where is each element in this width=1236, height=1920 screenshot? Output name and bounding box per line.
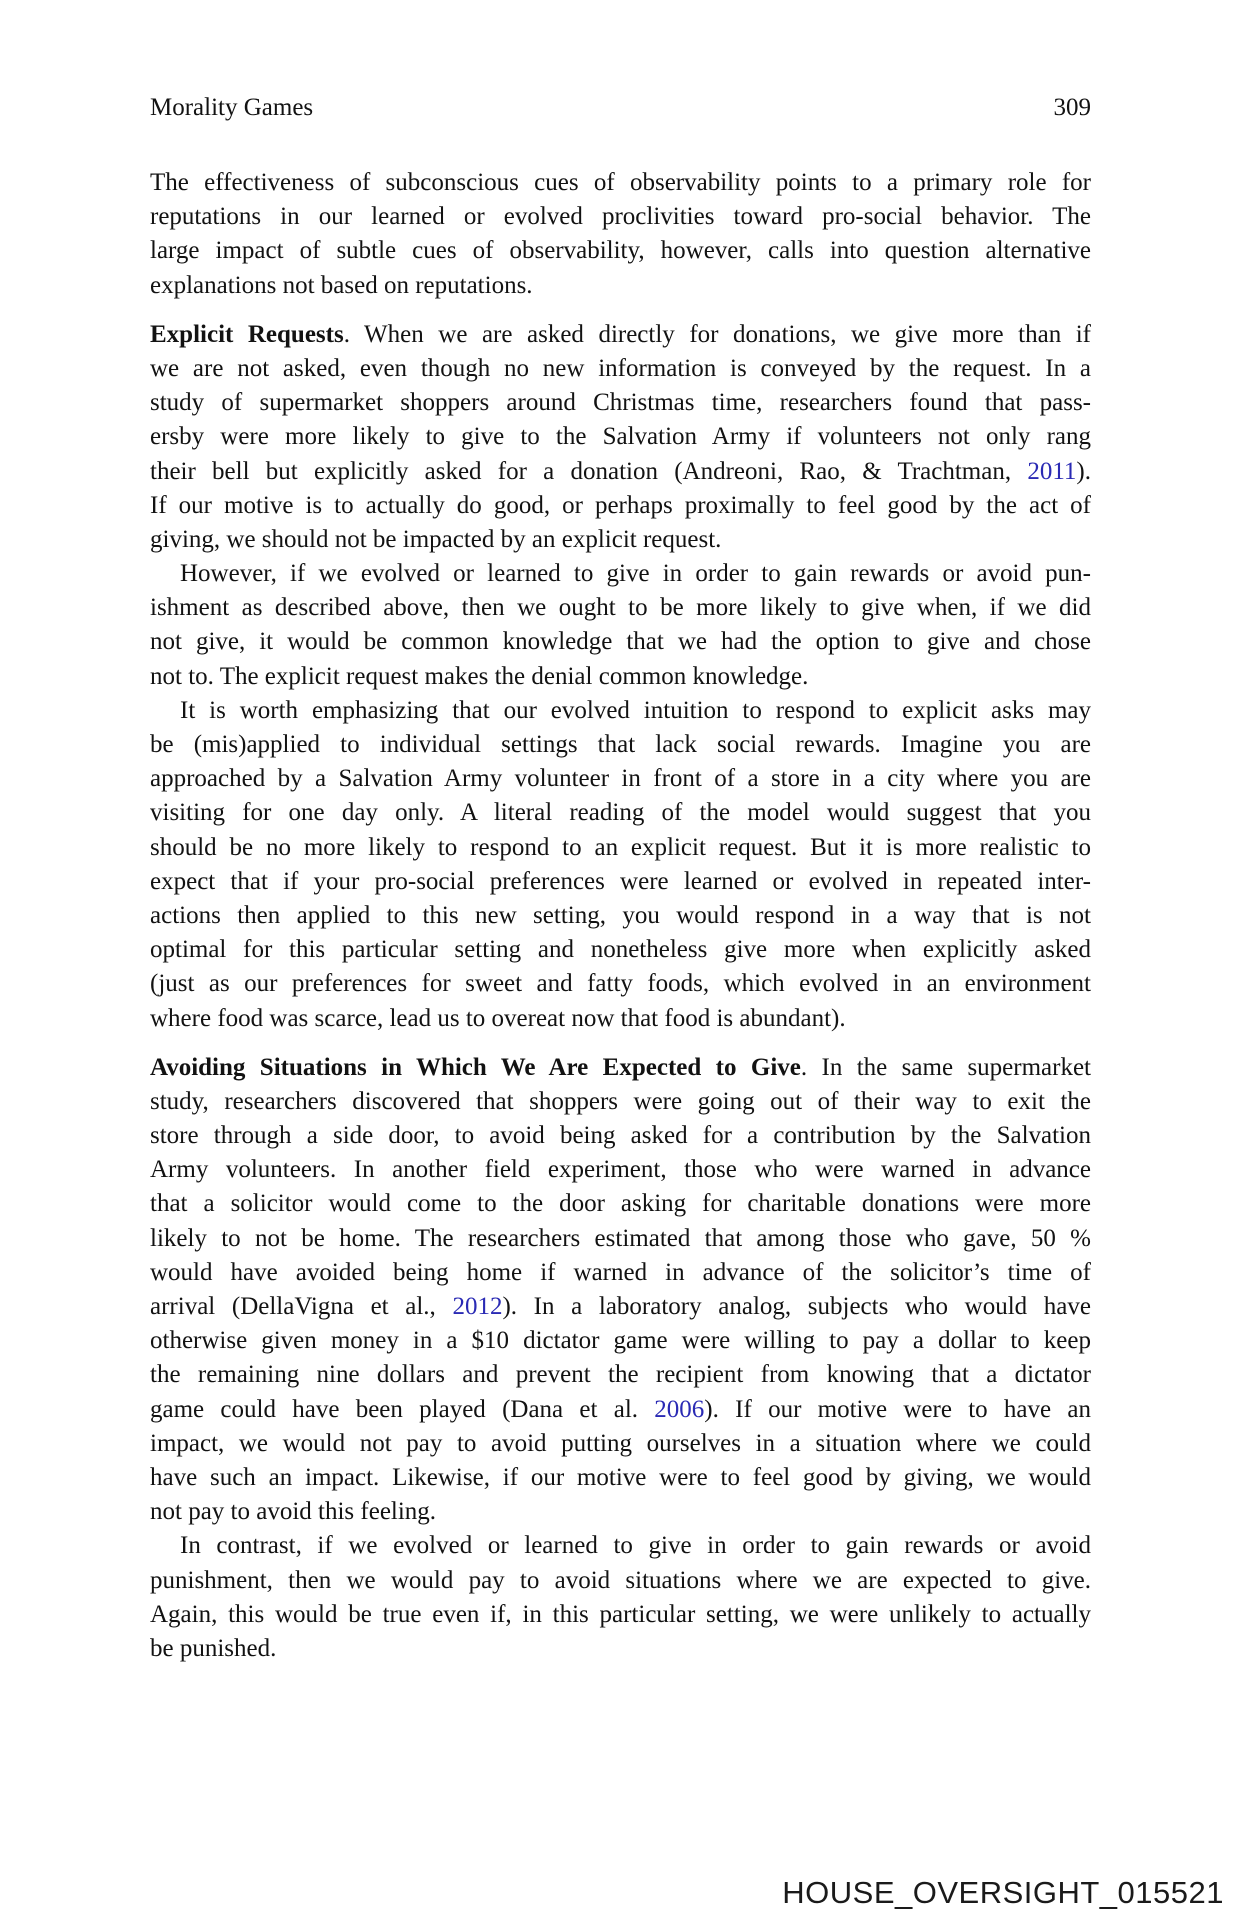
text-line	[150, 899, 1091, 933]
text-segment: we are not asked, even though no new information is conveyed by the request. In a	[150, 354, 1091, 382]
citation-link[interactable]: 2011	[1027, 457, 1077, 485]
text-segment: visiting for one day only. A literal reading of the model would suggest that you	[150, 799, 1091, 827]
text-line	[150, 352, 1091, 386]
text-line	[150, 831, 1091, 865]
text-line	[150, 1051, 1091, 1085]
paragraph	[150, 318, 1091, 557]
text-segment: should be no more likely to respond to an explicit request. But it is more realistic to	[150, 833, 1091, 861]
text-segment: otherwise given money in a $10 dictator game were willing to pay a dollar to keep	[150, 1327, 1091, 1355]
text-segment: explanations not based on reputations.	[150, 271, 533, 299]
text-line	[150, 865, 1091, 899]
text-segment: Again, this would be true even if, in this particular setting, we were unlikely to actually	[150, 1600, 1091, 1628]
text-line	[150, 1256, 1091, 1290]
text-segment: approached by a Salvation Army volunteer in front of a store in a city where you are	[150, 765, 1091, 793]
text-line	[150, 1598, 1091, 1632]
text-segment: not to. The explicit request makes the denial common knowledge.	[150, 662, 809, 690]
paragraph	[150, 1051, 1091, 1530]
text-line	[150, 318, 1091, 352]
text-line	[150, 1564, 1091, 1598]
paragraph	[150, 166, 1091, 303]
run-in-heading: Explicit Requests	[150, 320, 344, 348]
text-line	[150, 1002, 1091, 1036]
text-segment: not give, it would be common knowledge that we had the option to give and chose	[150, 628, 1091, 656]
citation-link[interactable]: 2006	[654, 1395, 705, 1423]
text-segment: In contrast, if we evolved or learned to give in order to gain rewards or avoid	[180, 1532, 1091, 1560]
text-segment: punishment, then we would pay to avoid situations where we are expected to give.	[150, 1566, 1091, 1594]
text-line	[150, 1290, 1091, 1324]
text-segment: impact, we would not pay to avoid putting ourselves in a situation where we could	[150, 1429, 1091, 1457]
text-segment: ). In a laboratory analog, subjects who would have	[502, 1293, 1091, 1320]
text-line	[150, 660, 1091, 694]
text-line	[150, 1461, 1091, 1495]
text-column	[150, 166, 1091, 1666]
text-segment: ).	[1076, 457, 1091, 485]
text-segment: If our motive is to actually do good, or perhaps proximally to feel good by the act of	[150, 491, 1091, 519]
text-segment: Army volunteers. In another field experiment, those who were warned in advance	[150, 1156, 1091, 1184]
text-line	[150, 933, 1091, 967]
text-line	[150, 1495, 1091, 1529]
text-segment: ersby were more likely to give to the Salvation Army if volunteers not only rang	[150, 423, 1091, 451]
text-segment: likely to not be home. The researchers estimated that among those who gave, 50 %	[150, 1224, 1091, 1252]
text-line	[150, 386, 1091, 420]
text-line	[150, 234, 1091, 268]
text-line	[150, 728, 1091, 762]
text-segment: reputations in our learned or evolved proclivities toward pro-social behavior. The	[150, 203, 1091, 231]
text-line	[150, 269, 1091, 303]
text-segment: the remaining nine dollars and prevent the recipient from knowing that a dictator	[150, 1361, 1091, 1389]
text-segment: arrival (DellaVigna et al.,	[150, 1293, 453, 1320]
text-line	[150, 1427, 1091, 1461]
text-line	[150, 200, 1091, 234]
run-in-heading: Avoiding Situations in Which We Are Expected to Give	[150, 1053, 801, 1081]
text-line	[150, 1187, 1091, 1221]
text-segment: study of supermarket shoppers around Christmas time, researchers found that pass-	[150, 389, 1091, 417]
text-segment: ). If our motive were to have an	[704, 1395, 1091, 1423]
text-segment: (just as our preferences for sweet and fatty foods, which evolved in an environment	[150, 970, 1091, 998]
text-line	[150, 591, 1091, 625]
text-segment: game could have been played (Dana et al.	[150, 1395, 655, 1423]
text-segment: optimal for this particular setting and nonetheless give more when explicitly asked	[150, 936, 1091, 964]
text-segment: where food was scarce, lead us to overeat now that food is abundant).	[150, 1004, 846, 1032]
page-number: 309	[1053, 94, 1091, 121]
text-line	[150, 420, 1091, 454]
text-line	[150, 694, 1091, 728]
text-line	[150, 762, 1091, 796]
text-line	[150, 166, 1091, 200]
text-line	[150, 625, 1091, 659]
text-segment: giving, we should not be impacted by an explicit request.	[150, 525, 722, 553]
text-line	[150, 455, 1091, 489]
text-line	[150, 1529, 1091, 1563]
text-segment: It is worth emphasizing that our evolved intuition to respond to explicit asks may	[180, 696, 1091, 724]
text-line	[150, 967, 1091, 1001]
text-segment: large impact of subtle cues of observability, however, calls into question alternative	[150, 237, 1091, 265]
text-segment: be (mis)applied to individual settings that lack social rewards. Imagine you are	[150, 731, 1091, 758]
text-line	[150, 557, 1091, 591]
text-segment: . When we are asked directly for donations, we give more than if	[343, 320, 1091, 348]
text-segment: that a solicitor would come to the door asking for charitable donations were more	[150, 1190, 1091, 1218]
text-line	[150, 1153, 1091, 1187]
text-line	[150, 1222, 1091, 1256]
page-header	[150, 94, 1091, 122]
text-line	[150, 1119, 1091, 1153]
citation-link[interactable]: 2012	[452, 1293, 503, 1320]
text-segment: However, if we evolved or learned to give in order to gain rewards or avoid pun-	[180, 560, 1091, 588]
text-segment: have such an impact. Likewise, if our motive were to feel good by giving, we would	[150, 1463, 1091, 1491]
text-segment: be punished.	[150, 1634, 277, 1662]
text-segment: expect that if your pro-social preferences were learned or evolved in repeated inter-	[150, 867, 1091, 895]
text-segment: their bell but explicitly asked for a donation (Andreoni, Rao, & Trachtman,	[150, 457, 1028, 485]
text-segment: The effectiveness of subconscious cues of observability points to a primary role for	[150, 169, 1091, 196]
running-title: Morality Games	[150, 94, 314, 121]
text-segment: actions then applied to this new setting, you would respond in a way that is not	[150, 901, 1091, 929]
text-segment: store through a side door, to avoid being asked for a contribution by the Salvation	[150, 1122, 1091, 1150]
text-segment: . In the same supermarket	[800, 1053, 1091, 1081]
text-line	[150, 1358, 1091, 1392]
text-segment: ishment as described above, then we ought to be more likely to give when, if we did	[150, 594, 1091, 622]
text-line	[150, 1393, 1091, 1427]
document-stamp: HOUSE_OVERSIGHT_015521	[782, 1875, 1224, 1910]
text-line	[150, 796, 1091, 830]
text-line	[150, 1085, 1091, 1119]
text-segment: would have avoided being home if warned in advance of the solicitor’s time of	[150, 1258, 1091, 1286]
text-line	[150, 523, 1091, 557]
text-segment: study, researchers discovered that shoppers were going out of their way to exit the	[150, 1087, 1091, 1115]
text-segment: not pay to avoid this feeling.	[150, 1498, 437, 1526]
paragraph	[150, 557, 1091, 694]
paragraph	[150, 1529, 1091, 1666]
text-line	[150, 489, 1091, 523]
paragraph	[150, 694, 1091, 1036]
text-line	[150, 1324, 1091, 1358]
text-line	[150, 1632, 1091, 1666]
